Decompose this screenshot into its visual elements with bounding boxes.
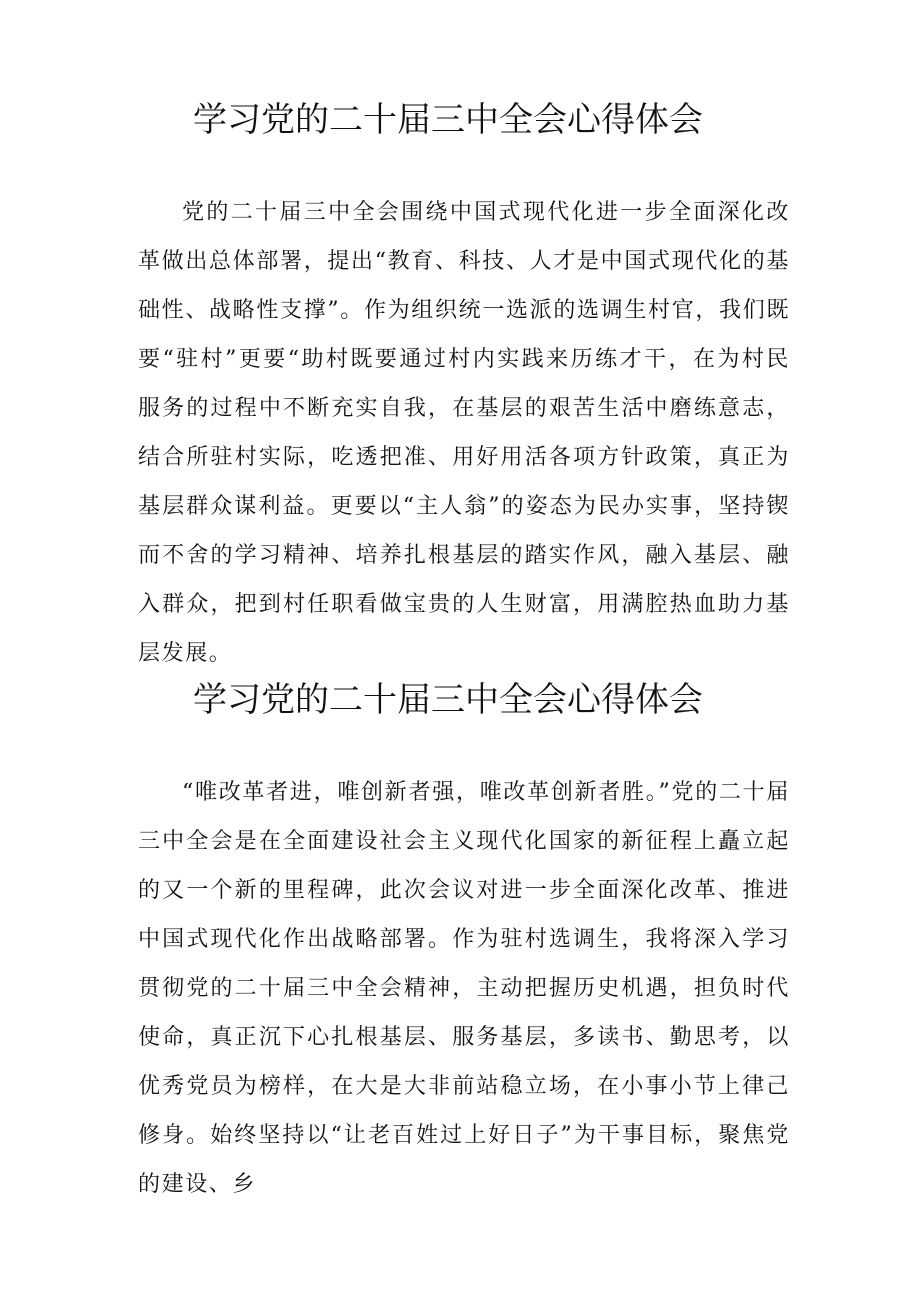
article-body-2: “唯改革者进，唯创新者强，唯改革创新者胜。”党的二十届三中全会是在全面建设社会主义现代化国家的新征程上矗立起的又一个新的里程碑，此次会议对进一步全面深化改革、推进中国式现代化作出战略部署。作为驻村选调生，我将深入学习贯彻党的二十届三中全会精神，主动把握历史机遇，担负时代使命，真正沉下心扎根基层、服务基层，多读书、勤思考，以优秀党员为榜样，在大是大非前站稳立场，在小事小节上律己修身。始终坚持以“让老百姓过上好日子”为干事目标，聚焦党的建设、乡 [138, 780, 790, 1197]
article-title-1: 学习党的二十届三中全会心得体会 [193, 100, 703, 140]
article-body-1: 党的二十届三中全会围绕中国式现代化进一步全面深化改革做出总体部署，提出“教育、科技、人才是中国式现代化的基础性、战略性支撑”。作为组织统一选派的选调生村官，我们既要“驻村”更要“助村既要通过村内实践来历练才干，在为村民服务的过程中不断充实自我，在基层的艰苦生活中磨练意志，结合所驻村实际，吃透把准、用好用活各项方针政策，真正为基层群众谋利益。更要以“主人翁”的姿态为民办实事，坚持锲而不舍的学习精神、培养扎根基层的踏实作风，融入基层、融入群众，把到村任职看做宝贵的人生财富，用满腔热血助力基层发展。 [138, 200, 790, 666]
article-title-2: 学习党的二十届三中全会心得体会 [193, 680, 703, 720]
article-section-1 [0, 92, 920, 666]
article-section-2 [0, 672, 920, 1197]
